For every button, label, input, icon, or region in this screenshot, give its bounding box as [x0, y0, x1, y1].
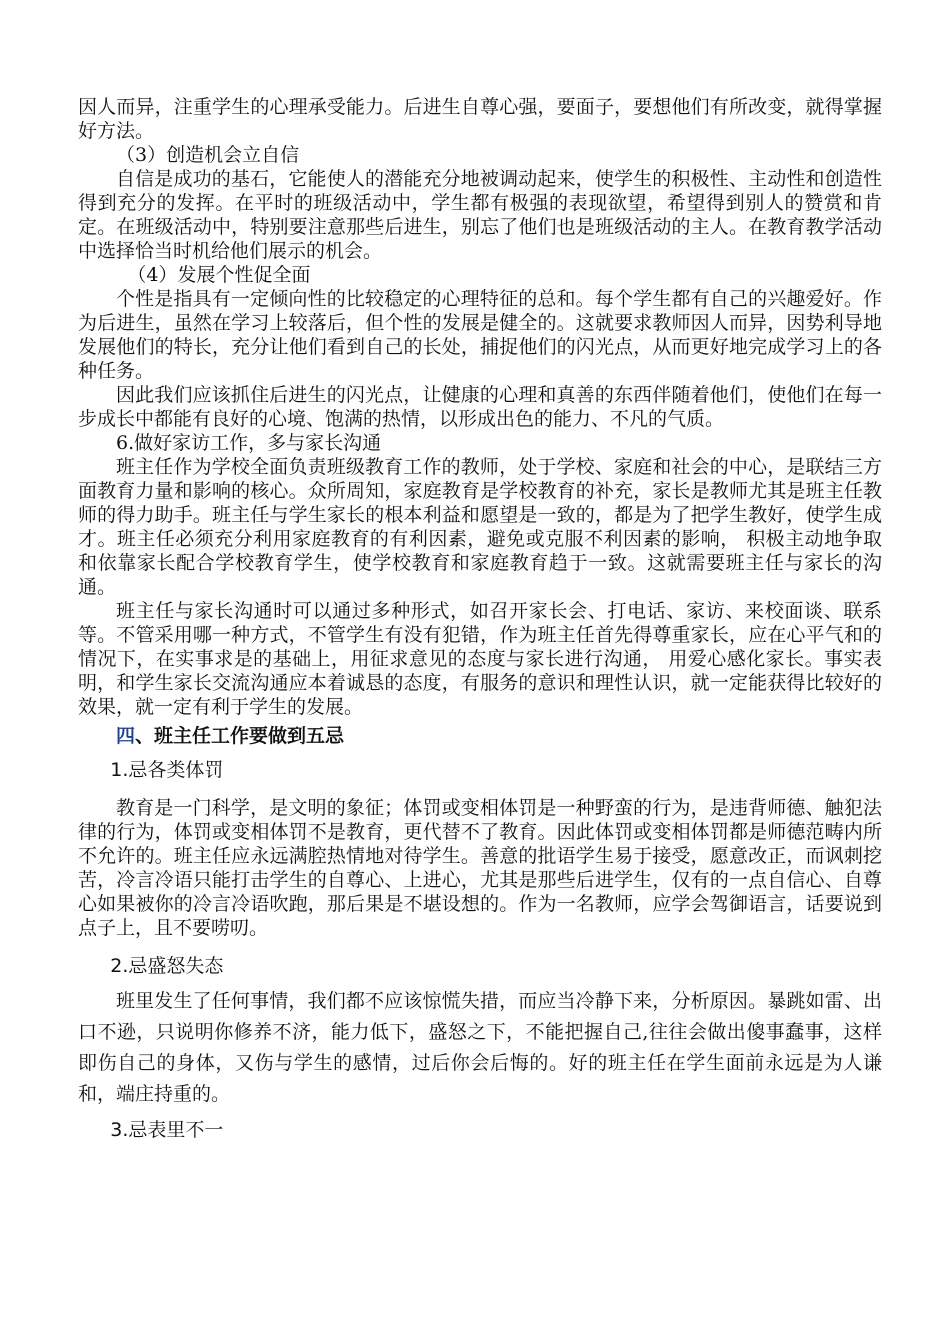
heading-personality: （4）发展个性促全面 — [127, 264, 311, 286]
paragraph-home-visit: 班主任作为学校全面负责班级教育工作的教师，处于学校、家庭和社会的中心，是联结三方面教育力量和影响的核心。众所周知，家庭教育是学校教育的补充，家长是教师尤其是班主任教师的得力助手。班主任与学生家长的根本利益和愿望是一致的，都是为了把学生教好，使学生成才。班主任必须充分利用家庭教育的有利因素，避免或克服不利因素的影响， 积极主动地争取和依靠家长配合学校教育学生，使学校教育和家庭教育趋于一致。这就需要班主任与家长的沟通。 — [78, 456, 882, 598]
section-heading-five-taboos — [78, 723, 882, 749]
item-heading-inconsistency: 3.忌表里不一 — [110, 1119, 224, 1141]
section-title: 、班主任工作要做到五忌 — [135, 725, 345, 747]
item-heading-anger: 2.忌盛怒失态 — [110, 955, 224, 977]
heading-home-visit: 6.做好家访工作，多与家长沟通 — [116, 432, 382, 454]
heading-confidence: （3）创造机会立自信 — [116, 144, 300, 166]
paragraph-personality: 个性是指具有一定倾向性的比较稳定的心理特征的总和。每个学生都有自己的兴趣爱好。作为后进生，虽然在学习上较落后，但个性的发展是健全的。这就要求教师因人而异，因势利导地发展他们的特长，充分让他们看到自己的长处，捕捉他们的闪光点，从而更好地完成学习上的各种任务。 — [78, 288, 882, 382]
document-page — [78, 95, 882, 1156]
paragraph-communication: 班主任与家长沟通时可以通过多种形式，如召开家长会、打电话、家访、来校面谈、联系等。不管采用哪一种方式，不管学生有没有犯错，作为班主任首先得尊重家长，应在心平气和的情况下，在实事求是的基础上，用征求意见的态度与家长进行沟通， 用爱心感化家长。事实表明，和学生家长交流沟通应本着诚恳的态度，有服务的意识和理性认识，就一定能获得比较好的效果，就一定有利于学生的发展。 — [78, 600, 882, 718]
section-number: 四 — [116, 725, 136, 747]
item-heading-punishment: 1.忌各类体罚 — [110, 759, 224, 781]
paragraph-method: 因人而异，注重学生的心理承受能力。后进生自尊心强，要面子，要想他们有所改变，就得掌握好方法。 — [78, 96, 882, 142]
paragraph-highlight: 因此我们应该抓住后进生的闪光点，让健康的心理和真善的东西伴随着他们，使他们在每一步成长中都能有良好的心境、饱满的热情，以形成出色的能力、不凡的气质。 — [78, 384, 882, 430]
item-body-punishment: 教育是一门科学，是文明的象征；体罚或变相体罚是一种野蛮的行为，是违背师德、触犯法律的行为，体罚或变相体罚不是教育，更代替不了教育。因此体罚或变相体罚都是师德范畴内所不允许的。班主任应永远满腔热情地对待学生。善意的批语学生易于接受，愿意改正，而讽刺挖苦，冷言冷语只能打击学生的自尊心、上进心，尤其是那些后进学生，仅有的一点自信心、自尊心如果被你的冷言冷语吹跑，那后果是不堪设想的。作为一名教师，应学会驾御语言，话要说到点子上，且不要唠叨。 — [78, 797, 882, 939]
item-body-anger: 班里发生了任何事情，我们都不应该惊慌失措，而应当冷静下来，分析原因。暴跳如雷、出口不逊，只说明你修养不济，能力低下，盛怒之下，不能把握自己,往往会做出傻事蠢事，这样即伤自己的身体，又伤与学生的感情，过后你会后悔的。好的班主任在学生面前永远是为人谦和，端庄持重的。 — [78, 990, 882, 1105]
paragraph-confidence: 自信是成功的基石，它能使人的潜能充分地被调动起来，使学生的积极性、主动性和创造性得到充分的发挥。在平时的班级活动中，学生都有极强的表现欲望，希望得到别人的赞赏和肯定。在班级活动中，特别要注意那些后进生，别忘了他们也是班级活动的主人。在教育教学活动中选择恰当时机给他们展示的机会。 — [78, 168, 882, 262]
